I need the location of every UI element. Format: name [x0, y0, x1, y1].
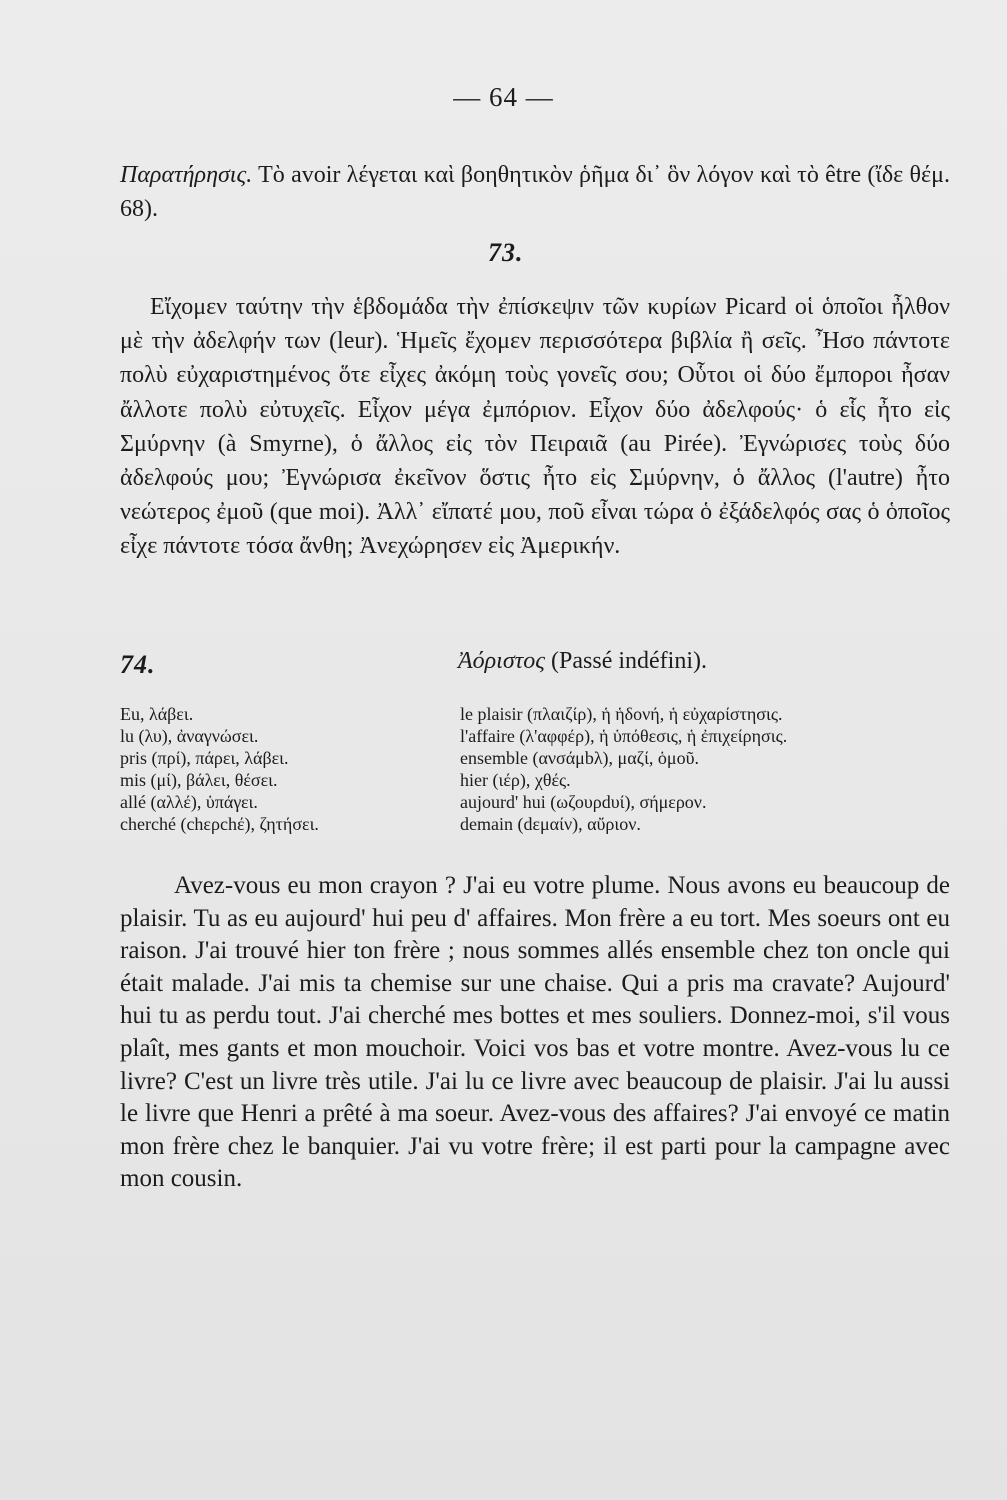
- vocab-item: mis (μί), βάλει, θέσει.: [120, 770, 278, 790]
- vocab-item: aujourd' hui (ωζουρdυί), σήμερον.: [460, 792, 707, 812]
- vocab-item: lu (λυ), ἀναγνώσει.: [120, 726, 259, 746]
- vocab-item: l'affaire (λ'αφφέρ), ἡ ὑπόθεσις, ἡ ἐπιχείρησις.: [460, 726, 788, 746]
- vocab-item: demain (dεμαίν), αὔριον.: [460, 814, 641, 834]
- exercise-paragraph: Avez-vous eu mon crayon ? J'ai eu votre plume. Nous avons eu beaucoup de plaisir. Tu as eu aujourd' hui peu d' affaires. Mon frère a eu tort. Mes soeurs ont eu raison. J'ai trouvé hier ton frère ; nous sommes allés ensemble chez ton oncle qui était malade. J'ai mis ta chemise sur une chaise. Qui a pris ma cravate? Aujourd' hui tu as perdu tout. J'ai cherché mes bottes et mes souliers. Donnez-moi, s'il vous plaît, mes gants et mon mouchoir. Voici vos bas et votre montre. Avez-vous lu ce livre? C'est un livre très utile. J'ai lu ce livre avec beaucoup de plaisir. J'ai lu aussi le livre que Henri a prêté à ma soeur. Avez-vous des affaires? J'ai envoyé ce matin mon frère chez le banquier. J'ai vu votre frère; il est parti pour la campagne avec mon cousin.: [120, 872, 950, 1193]
- vocab-item: cherché (chερchέ), ζητήσει.: [120, 814, 319, 834]
- remark-paragraph: [120, 158, 950, 226]
- vocab-item: hier (ιέρ), χθές.: [460, 770, 571, 790]
- vocab-item: pris (πρί), πάρει, λάβει.: [120, 748, 289, 768]
- section-74-number: 74.: [120, 650, 156, 679]
- section-73-paragraph: Εἴχομεν ταύτην τὴν ἑβδομάδα τὴν ἐπίσκεψιν τῶν κυρίων Picard οἱ ὁποῖοι ἦλθον μὲ τὴν ἀδελφήν των (leur). Ἡμεῖς ἔχομεν περισσότερα βιβλία ἢ σεῖς. Ἦσο πάντοτε πολὺ εὐχαριστημένος ὅτε εἶχες ἀκόμη τοὺς γονεῖς σου; Οὗτοι οἱ δύο ἔμποροι ἦσαν ἄλλοτε πολὺ εὐτυχεῖς. Εἶχον μέγα ἐμπόριον. Εἶχον δύο ἀδελφούς· ὁ εἷς ἦτο εἰς Σμύρνην (à Smyrne), ὁ ἄλλος εἰς τὸν Πειραιᾶ (au Pirée). Ἐγνώρισες τοὺς δύο ἀδελφούς μου; Ἐγνώρισα ἐκεῖνον ὅστις ἦτο εἰς Σμύρνην, ὁ ἄλλος (l'autre) ἦτο νεώτερος ἐμοῦ (que moi). Ἀλλ᾽ εἴπατέ μου, ποῦ εἶναι τώρα ὁ ἐξάδελφός σας ὁ ὁποῖος εἶχε πάντοτε τόσα ἄνθη; Ἀνεχώρησεν εἰς Ἀμερικήν.: [120, 294, 950, 560]
- section-74-title: [458, 648, 707, 675]
- vocab-item: le plaisir (πλαιζίρ), ἡ ἡδονή, ἡ εὐχαρίστησις.: [460, 704, 783, 724]
- vocab-item: allé (αλλέ), ὑπάγει.: [120, 792, 258, 812]
- vocabulary-nouns-column: [460, 703, 960, 835]
- remark-label: Παρατήρησις.: [120, 162, 253, 188]
- page-number: — 64 —: [453, 82, 554, 112]
- vocabulary-verbs-column: [120, 703, 450, 835]
- vocab-item: ensemble (ανσάμbλ), μαζί, ὁμοῦ.: [460, 748, 699, 768]
- section-73-number: 73.: [488, 238, 524, 267]
- section-74-title-french: (Passé indéfini).: [545, 648, 707, 674]
- vocab-item: Eu, λάβει.: [120, 704, 194, 724]
- section-74-heading: [120, 648, 950, 684]
- section-74-title-greek: Ἀόριστος: [458, 648, 546, 674]
- remark-text: Τὸ avoir λέγεται καὶ βοηθητικὸν ῥῆμα δι᾽ ὃν λόγον καὶ τὸ être (ἴδε θέμ. 68).: [120, 162, 950, 222]
